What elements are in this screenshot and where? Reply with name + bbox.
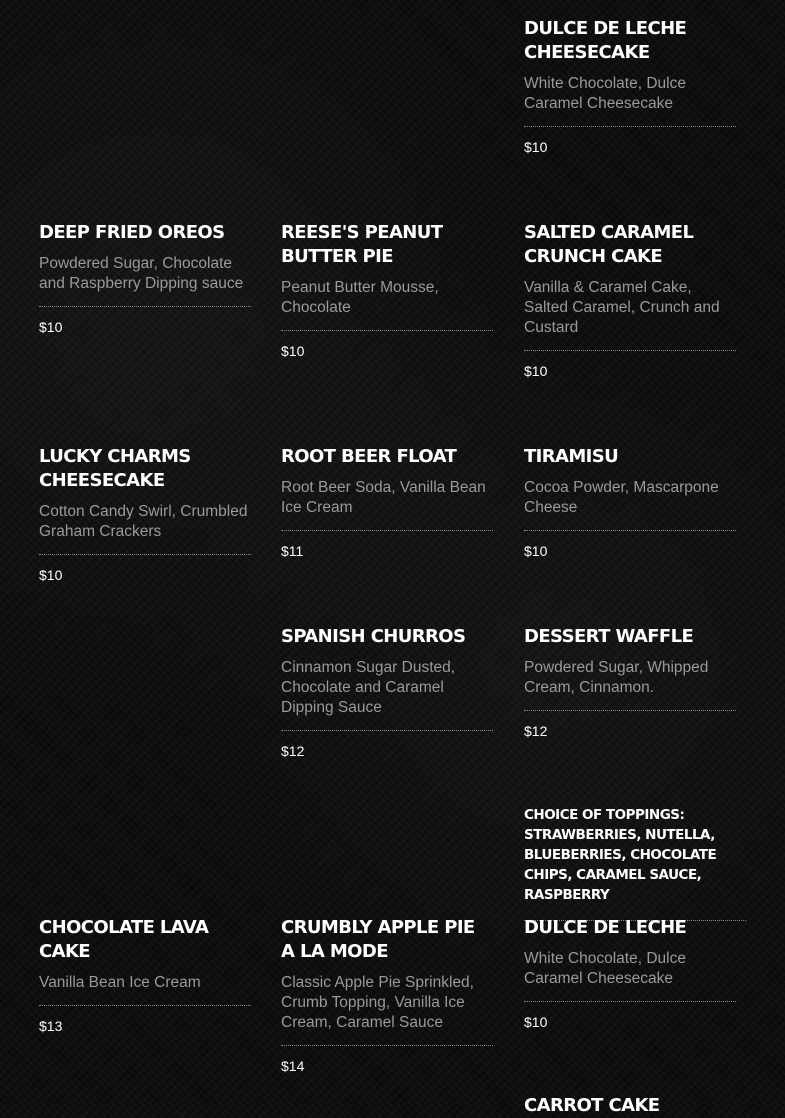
menu-item-dessert-waffle [524, 625, 736, 740]
item-price: $10 [524, 1014, 548, 1030]
item-title: CRUMBLY APPLE PIE A LA MODE [281, 917, 475, 962]
item-title: DULCE DE LECHE CHEESECAKE [524, 18, 687, 63]
menu-item-salted-caramel-crunch-cake [524, 221, 736, 380]
waffle-toppings-note: CHOICE OF TOPPINGS: STRAWBERRIES, NUTELLA, BLUEBERRIES, CHOCOLATE CHIPS, CARAMEL SAUCE, RASPBERRY [524, 805, 746, 921]
item-description: Vanilla & Caramel Cake, Salted Caramel, Crunch and Custard [524, 278, 736, 351]
menu-item-dulce-de-leche [524, 916, 736, 1031]
item-price: $12 [281, 743, 305, 759]
item-description: Classic Apple Pie Sprinkled, Crumb Topping, Vanilla Ice Cream, Caramel Sauce [281, 973, 493, 1046]
item-title: SALTED CARAMEL CRUNCH CAKE [524, 222, 694, 267]
menu-item-carrot-cake [524, 1094, 736, 1118]
item-price: $10 [524, 543, 548, 559]
item-title: ROOT BEER FLOAT [281, 446, 457, 467]
item-title: DESSERT WAFFLE [524, 626, 694, 647]
item-title: DEEP FRIED OREOS [39, 222, 225, 243]
item-price: $13 [39, 1018, 63, 1034]
item-description: Powdered Sugar, Chocolate and Raspberry Dipping sauce [39, 254, 251, 307]
menu-item-lucky-charms-cheesecake [39, 445, 251, 584]
item-price: $10 [39, 319, 63, 335]
item-price: $12 [524, 723, 548, 739]
item-price: $10 [39, 567, 63, 583]
item-title: CARROT CAKE [524, 1095, 660, 1116]
item-description: Powdered Sugar, Whipped Cream, Cinnamon. [524, 658, 736, 711]
menu-item-spanish-churros [281, 625, 493, 760]
item-description: Peanut Butter Mousse, Chocolate [281, 278, 493, 331]
item-description: Cocoa Powder, Mascarpone Cheese [524, 478, 736, 531]
item-price: $11 [281, 543, 304, 559]
item-price: $10 [524, 139, 548, 155]
item-title: DULCE DE LECHE [524, 917, 687, 938]
menu-item-crumbly-apple-pie [281, 916, 493, 1075]
item-title: TIRAMISU [524, 446, 619, 467]
menu-item-chocolate-lava-cake [39, 916, 251, 1035]
item-price: $10 [281, 343, 305, 359]
item-title: CHOCOLATE LAVA CAKE [39, 917, 209, 962]
menu-item-dulce-de-leche-cheesecake [524, 17, 736, 156]
item-title: REESE'S PEANUT BUTTER PIE [281, 222, 443, 267]
item-description: Root Beer Soda, Vanilla Bean Ice Cream [281, 478, 493, 531]
item-title: SPANISH CHURROS [281, 626, 466, 647]
menu-item-root-beer-float [281, 445, 493, 560]
menu-item-reeses-peanut-butter-pie [281, 221, 493, 360]
item-title: LUCKY CHARMS CHEESECAKE [39, 446, 191, 491]
item-price: $14 [281, 1058, 305, 1074]
item-description: Cinnamon Sugar Dusted, Chocolate and Caramel Dipping Sauce [281, 658, 493, 731]
item-price: $10 [524, 363, 548, 379]
item-description: White Chocolate, Dulce Caramel Cheesecake [524, 949, 736, 1002]
menu-item-tiramisu [524, 445, 736, 560]
item-description: White Chocolate, Dulce Caramel Cheesecake [524, 74, 736, 127]
item-description: Cotton Candy Swirl, Crumbled Graham Crackers [39, 502, 251, 555]
item-description: Vanilla Bean Ice Cream [39, 973, 251, 1006]
menu-item-deep-fried-oreos [39, 221, 251, 336]
